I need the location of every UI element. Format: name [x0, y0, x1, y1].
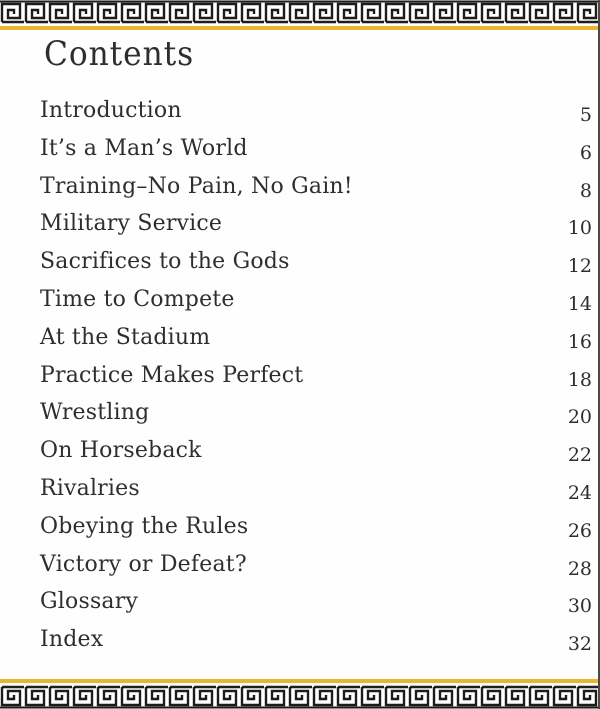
entry-title: Rivalries: [40, 475, 140, 501]
entry-title: Military Service: [40, 211, 223, 237]
entry-title: Glossary: [40, 589, 139, 615]
entry-title: Training–No Pain, No Gain!: [40, 173, 353, 199]
toc-entry[interactable]: [40, 400, 592, 438]
entry-title: Victory or Defeat?: [40, 551, 247, 577]
entry-title: Practice Makes Perfect: [40, 362, 304, 388]
gold-stripe-top: [0, 26, 598, 30]
entry-page-number: 28: [567, 557, 592, 580]
entry-title: Wrestling: [40, 400, 150, 426]
entry-title: Time to Compete: [40, 286, 235, 312]
toc-entry[interactable]: [40, 211, 592, 249]
entry-page-number: 8: [579, 179, 592, 202]
toc-entry[interactable]: [40, 325, 592, 363]
toc-entry[interactable]: [40, 363, 592, 401]
toc-entry[interactable]: [40, 552, 592, 590]
entry-page-number: 26: [567, 519, 592, 542]
entry-title: Sacrifices to the Gods: [40, 249, 290, 275]
entry-title: On Horseback: [40, 438, 202, 464]
entry-title: Index: [40, 627, 104, 653]
entry-page-number: 24: [567, 481, 592, 504]
toc-entry[interactable]: [40, 514, 592, 552]
entry-page-number: 12: [567, 255, 592, 278]
entry-page-number: 22: [567, 444, 592, 467]
page-title: Contents: [44, 34, 195, 74]
toc-entry[interactable]: [40, 627, 592, 665]
entry-title: At the Stadium: [40, 324, 211, 350]
contents-list: [40, 98, 592, 665]
entry-title: It’s a Man’s World: [40, 135, 248, 161]
entry-page-number: 14: [567, 292, 592, 315]
entry-page-number: 6: [579, 141, 592, 164]
entry-page-number: 32: [567, 633, 592, 656]
entry-title: Introduction: [40, 98, 182, 123]
toc-entry[interactable]: [40, 98, 592, 136]
entry-page-number: 16: [567, 330, 592, 353]
toc-entry[interactable]: [40, 476, 592, 514]
toc-entry[interactable]: [40, 589, 592, 627]
toc-entry[interactable]: [40, 287, 592, 325]
greek-key-border-bottom: [0, 683, 598, 709]
entry-page-number: 5: [579, 104, 592, 126]
entry-page-number: 18: [567, 368, 592, 391]
toc-entry[interactable]: [40, 438, 592, 476]
entry-page-number: 30: [567, 595, 592, 618]
toc-entry[interactable]: [40, 174, 592, 212]
toc-entry[interactable]: [40, 136, 592, 174]
entry-page-number: 10: [567, 217, 592, 240]
toc-entry[interactable]: [40, 249, 592, 287]
entry-page-number: 20: [567, 406, 592, 429]
greek-key-border-top: [0, 0, 598, 26]
entry-title: Obeying the Rules: [40, 513, 249, 539]
